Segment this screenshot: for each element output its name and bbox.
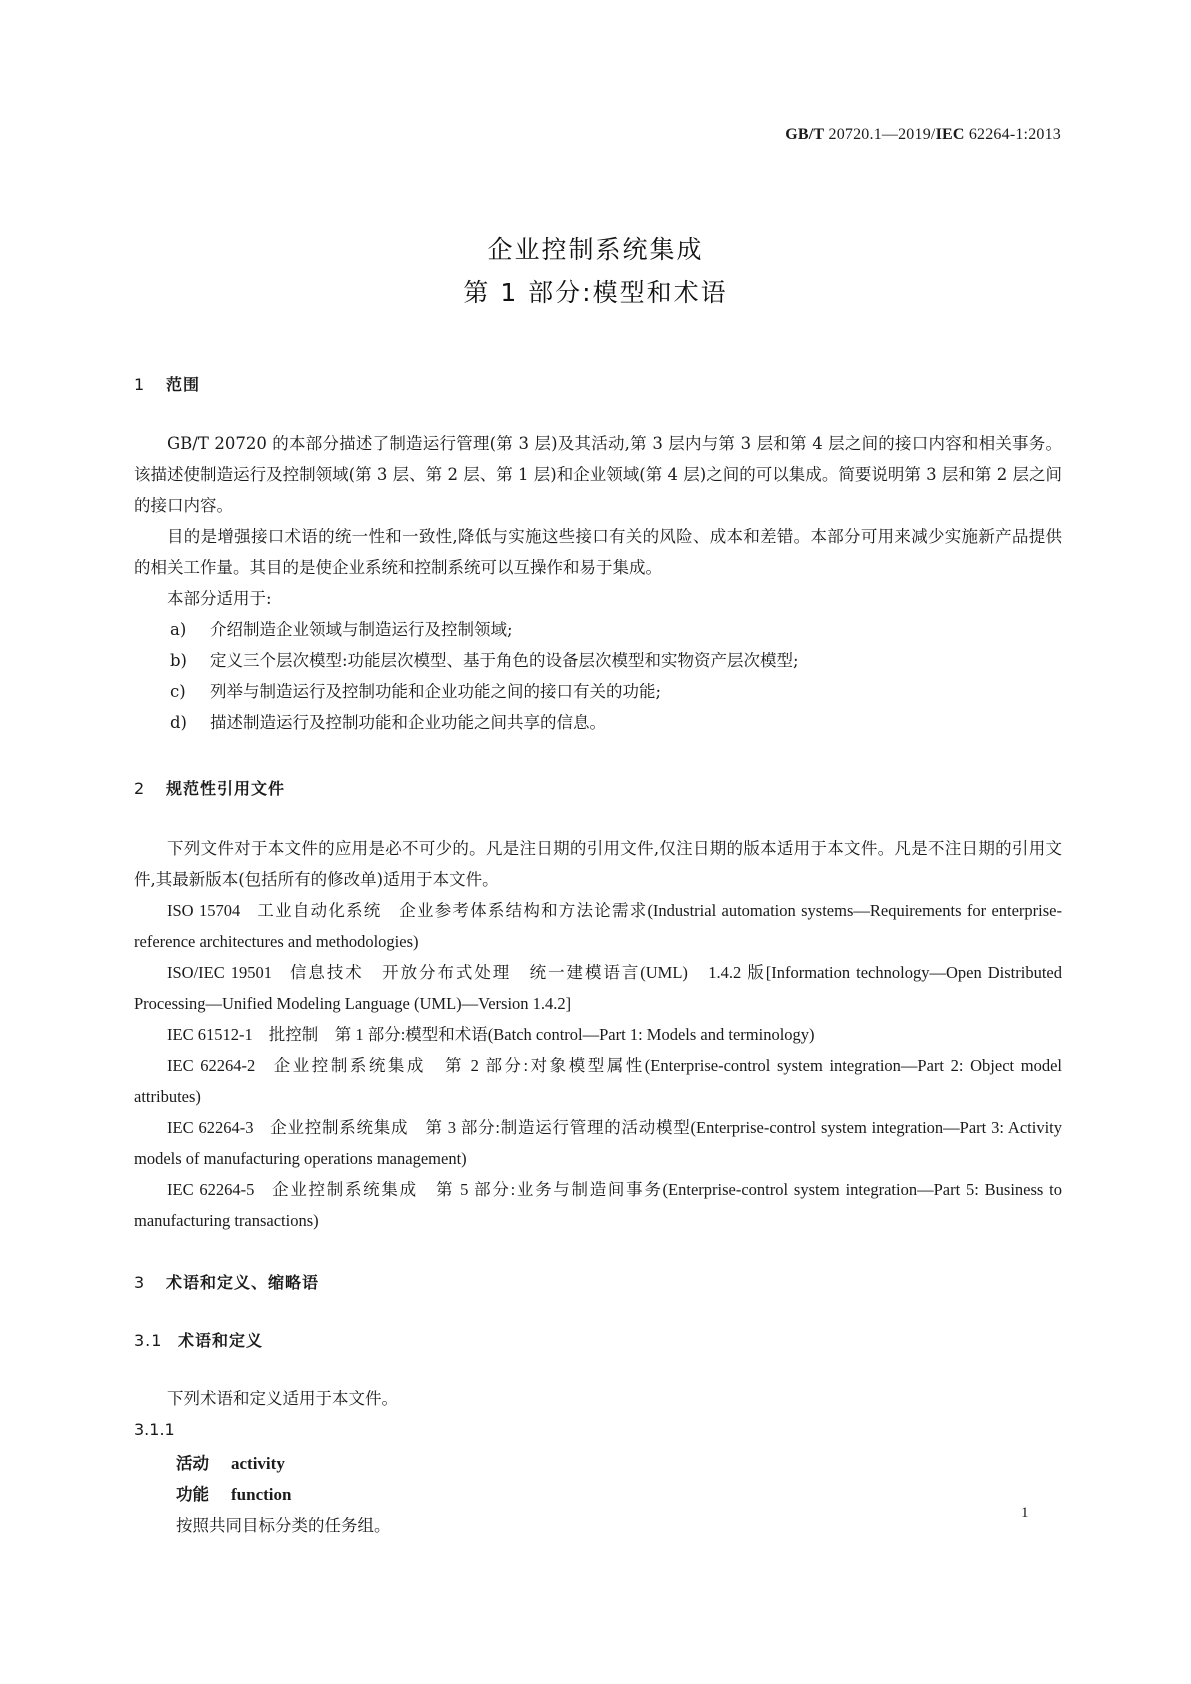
reference-item: IEC 62264-5 企业控制系统集成 第 5 部分:业务与制造间事务(Enterprise-control system integration—Part 5: Business to manufacturing transactions) xyxy=(134,1180,1063,1230)
reference-item: IEC 61512-1 批控制 第 1 部分:模型和术语(Batch control—Part 1: Models and terminology) xyxy=(167,1025,815,1044)
section-3-1-heading: 3.1 术语和定义 xyxy=(134,1331,264,1350)
list-item: b) 定义三个层次模型:功能层次模型、基于角色的设备层次模型和实物资产层次模型; xyxy=(170,651,799,670)
section-1-heading: 1 范围 xyxy=(134,375,201,394)
document-subtitle: 第 1 部分:模型和术语 xyxy=(463,278,728,307)
list-item: d) 描述制造运行及控制功能和企业功能之间共享的信息。 xyxy=(170,713,606,732)
reference-item: ISO/IEC 19501 信息技术 开放分布式处理 统一建模语言(UML) 1.4.2 版[Information technology—Open Distributed Processing—Unified Modeling Language (UML)—Version 1.4.2] xyxy=(134,963,1062,1013)
term-function: 功能 function xyxy=(176,1485,292,1504)
scope-paragraph-2: 目的是增强接口术语的统一性和一致性,降低与实施这些接口有关的风险、成本和差错。本部分可用来减少实施新产品提供的相关工作量。其目的是使企业系统和控制系统可以互操作和易于集成。 xyxy=(134,527,1062,577)
scope-paragraph-3: 本部分适用于: xyxy=(167,589,272,608)
reference-item: IEC 62264-2 企业控制系统集成 第 2 部分:对象模型属性(Enterprise-control system integration—Part 2: Object model attributes) xyxy=(134,1056,1062,1106)
scope-paragraph-1: GB/T 20720 的本部分描述了制造运行管理(第 3 层)及其活动,第 3 层内与第 3 层和第 4 层之间的接口内容和相关事务。该描述使制造运行及控制领域(第 3 层、第 2 层、第 1 层)和企业领域(第 4 层)之间的可以集成。简要说明第 3 层和第 2 层之间的接口内容。 xyxy=(134,434,1062,515)
iec-code: IEC xyxy=(935,126,965,143)
document-title: 企业控制系统集成 xyxy=(487,235,704,264)
reference-item: IEC 62264-3 企业控制系统集成 第 3 部分:制造运行管理的活动模型(Enterprise-control system integration—Part 3: Activity models of manufacturing operations management) xyxy=(134,1118,1062,1168)
page-number: 1 xyxy=(1021,1505,1029,1521)
references-intro: 下列文件对于本文件的应用是必不可少的。凡是注日期的引用文件,仅注日期的版本适用于本文件。凡是不注日期的引用文件,其最新版本(包括所有的修改单)适用于本文件。 xyxy=(134,839,1062,889)
reference-item: ISO 15704 工业自动化系统 企业参考体系结构和方法论需求(Industrial automation systems—Requirements for enterprise-reference architectures and methodologies) xyxy=(134,901,1062,951)
standard-code: GB/T xyxy=(785,126,825,143)
section-2-heading: 2 规范性引用文件 xyxy=(134,779,286,798)
terms-intro: 下列术语和定义适用于本文件。 xyxy=(167,1389,398,1408)
term-definition: 按照共同目标分类的任务组。 xyxy=(176,1516,391,1535)
document-header: GB/T 20720.1—2019/IEC 62264-1:2013 xyxy=(785,126,1061,143)
clause-number: 3.1.1 xyxy=(134,1420,175,1439)
list-item: c) 列举与制造运行及控制功能和企业功能之间的接口有关的功能; xyxy=(170,682,662,701)
list-item: a) 介绍制造企业领域与制造运行及控制领域; xyxy=(170,620,513,639)
term-activity: 活动 activity xyxy=(176,1454,285,1473)
section-3-heading: 3 术语和定义、缩略语 xyxy=(134,1273,320,1292)
